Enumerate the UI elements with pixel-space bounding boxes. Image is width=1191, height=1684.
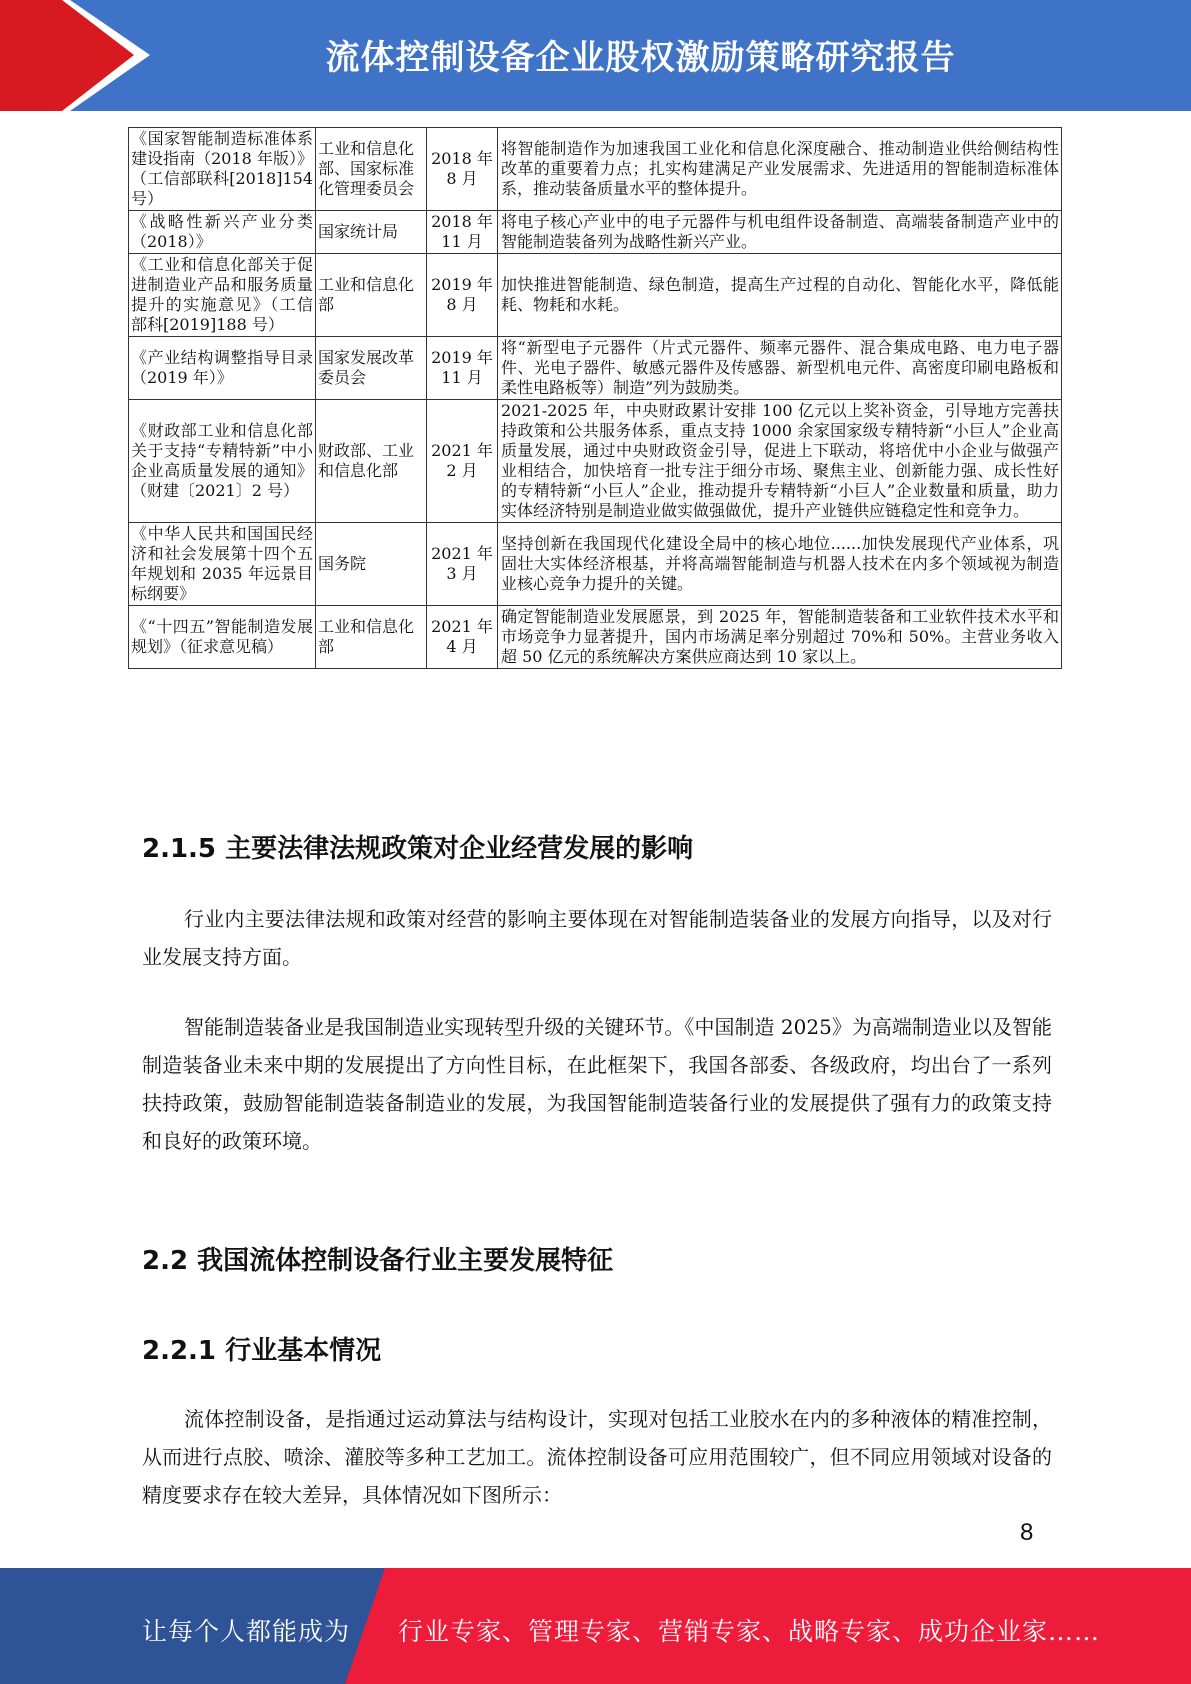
table-row [129,400,1062,523]
content-cell: 2021-2025 年，中央财政累计安排 100 亿元以上奖补资金，引导地方完善扶持政策和公共服务体系，重点支持 1000 余家国家级专精特新“小巨人”企业高质量发展，通过中央财政资金引导，促进上下联动，将培优中小企业与做强产业相结合，加快培育一批专注于细分市场、聚焦主业、创新能力强、成长性好的专精特新“小巨人”企业，推动提升专精特新“小巨人”企业数量和质量，助力实体经济特别是制造业做实做强做优，提升产业链供应链稳定性和竞争力。 [498,400,1062,523]
footer-slogan-right: 行业专家、管理专家、营销专家、战略专家、成功企业家…… [398,1617,1101,1646]
content-cell: 坚持创新在我国现代化建设全局中的核心地位......加快发展现代产业体系，巩固壮大实体经济根基，并将高端智能制造与机器人技术在内多个领域视为制造业核心竞争力提升的关键。 [498,523,1062,606]
issuer-cell: 国家统计局 [316,211,427,254]
paragraph: 智能制造装备业是我国制造业实现转型升级的关键环节。《中国制造 2025》为高端制造业以及智能制造装备业未来中期的发展提出了方向性目标，在此框架下，我国各部委、各级政府，均出台了一系列扶持政策，鼓励智能制造装备制造业的发展，为我国智能制造装备行业的发展提供了强有力的政策支持和良好的政策环境。 [142,1015,1052,1153]
content-cell: 确定智能制造业发展愿景，到 2025 年，智能制造装备和工业软件技术水平和市场竞争力显著提升，国内市场满足率分别超过 70%和 50%。主营业务收入超 50 亿元的系统解决方案供应商达到 10 家以上。 [498,606,1062,669]
issuer-cell: 国家发展改革委员会 [316,337,427,400]
content-cell: 将“新型电子元器件（片式元器件、频率元器件、混合集成电路、电力电子器件、光电子器件、敏感元器件及传感器、新型机电元件、高密度印刷电路板和柔性电路板等）制造”列为鼓励类。 [498,337,1062,400]
page-header [0,0,1191,111]
policy-name-cell: 《“十四五”智能制造发展规划》（征求意见稿） [129,606,316,669]
report-title: 流体控制设备企业股权激励策略研究报告 [325,38,956,78]
policy-name-cell: 《战略性新兴产业分类（2018）》 [131,212,313,251]
issuer-cell: 工业和信息化部、国家标准化管理委员会 [316,128,427,211]
table-row [129,523,1062,606]
date-cell: 2018 年 11 月 [431,212,493,251]
issuer-cell: 工业和信息化部 [316,254,427,337]
date-cell: 2021 年 3 月 [427,523,498,606]
table-row [129,337,1062,400]
content-cell: 将智能制造作为加速我国工业化和信息化深度融合、推动制造业供给侧结构性改革的重要着力点；扎实构建满足产业发展需求、先进适用的智能制造标准体系，推动装备质量水平的整体提升。 [498,128,1062,211]
policy-name-cell: 《财政部工业和信息化部关于支持“专精特新”中小企业高质量发展的通知》（财建〔2021〕2 号） [129,400,316,523]
footer-slogan-left: 让每个人都能成为 [142,1617,351,1646]
page-footer [0,1568,1191,1684]
table-row [129,254,1062,337]
section-heading-2-2-1: 2.2.1 行业基本情况 [142,1336,382,1366]
content-cell: 将电子核心产业中的电子元器件与机电组件设备制造、高端装备制造产业中的智能制造装备列为战略性新兴产业。 [498,211,1062,254]
header-red-arrow [0,0,134,111]
table-row [129,128,1062,211]
policy-name-cell: 《中华人民共和国国民经济和社会发展第十四个五年规划和 2035 年远景目标纲要》 [129,523,316,606]
date-cell: 2021 年 4 月 [427,606,498,669]
policy-name-cell: 《产业结构调整指导目录（2019 年）》 [129,337,316,400]
date-cell: 2021 年 2 月 [427,400,498,523]
policy-table [128,127,1062,669]
issuer-cell: 财政部、工业和信息化部 [316,400,427,523]
table-row [129,606,1062,669]
issuer-cell: 工业和信息化部 [316,606,427,669]
policy-name-cell: 《国家智能制造标准体系建设指南（2018 年版）》（工信部联科[2018]154 号） [129,128,316,211]
page-number: 8 [1020,1519,1034,1546]
date-cell: 2018 年 8 月 [427,128,498,211]
section-heading-2-2: 2.2 我国流体控制设备行业主要发展特征 [142,1246,614,1276]
table-row [129,211,1062,254]
policy-name-cell: 《工业和信息化部关于促进制造业产品和服务质量提升的实施意见》（工信部科[2019]188 号） [129,254,316,337]
section-heading-2-1-5: 2.1.5 主要法律法规政策对企业经营发展的影响 [142,834,694,864]
paragraph: 流体控制设备，是指通过运动算法与结构设计，实现对包括工业胶水在内的多种液体的精准控制，从而进行点胶、喷涂、灌胶等多种工艺加工。流体控制设备可应用范围较广，但不同应用领域对设备的精度要求存在较大差异，具体情况如下图所示： [142,1407,1052,1507]
date-cell: 2019 年 8 月 [427,254,498,337]
content-cell: 加快推进智能制造、绿色制造，提高生产过程的自动化、智能化水平，降低能耗、物耗和水耗。 [498,254,1062,337]
paragraph: 行业内主要法律法规和政策对经营的影响主要体现在对智能制造装备业的发展方向指导，以及对行业发展支持方面。 [142,907,1052,969]
issuer-cell: 国务院 [316,523,427,606]
date-cell: 2019 年 11 月 [427,337,498,400]
